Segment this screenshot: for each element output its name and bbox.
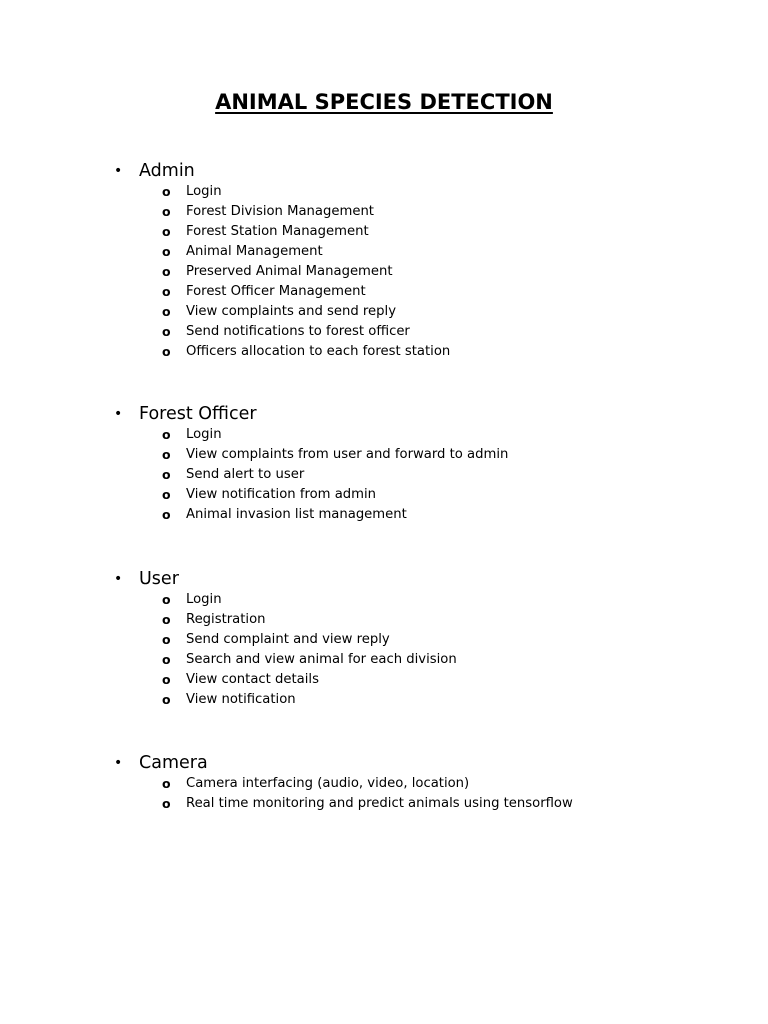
list-item-label: View complaints from user and forward to admin — [186, 447, 509, 462]
list-item-label: Officers allocation to each forest station — [186, 344, 451, 359]
list-item — [0, 182, 768, 202]
sub-bullet-icon: o — [162, 184, 171, 199]
list-item — [0, 794, 768, 814]
section-header — [0, 403, 768, 425]
section-label-admin: Admin — [139, 161, 195, 181]
sub-bullet-icon: o — [162, 612, 171, 627]
list-item — [0, 630, 768, 650]
list-item — [0, 610, 768, 630]
section-admin — [0, 160, 768, 362]
section-label-camera: Camera — [139, 753, 208, 773]
admin-item-list — [0, 182, 768, 362]
list-item-label: View complaints and send reply — [186, 304, 397, 319]
sub-bullet-icon: o — [162, 204, 171, 219]
section-header — [0, 160, 768, 182]
section-label-forest-officer: Forest Officer — [139, 404, 257, 424]
list-item-label: View notification from admin — [186, 487, 377, 502]
sub-bullet-icon: o — [162, 592, 171, 607]
sub-bullet-icon: o — [162, 264, 171, 279]
sub-bullet-icon: o — [162, 344, 171, 359]
list-item — [0, 690, 768, 710]
list-item-label: Send alert to user — [186, 467, 305, 482]
sub-bullet-icon: o — [162, 427, 171, 442]
list-item — [0, 302, 768, 322]
sub-bullet-icon: o — [162, 244, 171, 259]
list-item-label: View notification — [186, 692, 296, 707]
section-label-user: User — [139, 569, 179, 589]
sub-bullet-icon: o — [162, 507, 171, 522]
sub-bullet-icon: o — [162, 632, 171, 647]
sub-bullet-icon: o — [162, 447, 171, 462]
list-item-label: View contact details — [186, 672, 319, 687]
list-item — [0, 445, 768, 465]
list-item-label: Login — [186, 184, 222, 199]
list-item — [0, 222, 768, 242]
section-header — [0, 752, 768, 774]
sub-bullet-icon: o — [162, 672, 171, 687]
bullet-icon: • — [114, 406, 123, 422]
section-forest-officer — [0, 403, 768, 525]
list-item — [0, 202, 768, 222]
list-item — [0, 342, 768, 362]
list-item — [0, 505, 768, 525]
sub-bullet-icon: o — [162, 776, 171, 791]
list-item-label: Login — [186, 427, 222, 442]
forest-officer-item-list — [0, 425, 768, 525]
sub-bullet-icon: o — [162, 324, 171, 339]
list-item-label: Search and view animal for each division — [186, 652, 457, 667]
list-item — [0, 242, 768, 262]
list-item-label: Send complaint and view reply — [186, 632, 390, 647]
bullet-icon: • — [114, 755, 123, 771]
list-item-label: Registration — [186, 612, 266, 627]
document-title: ANIMAL SPECIES DETECTION — [215, 90, 553, 114]
list-item-label: Real time monitoring and predict animals using tensorflow — [186, 796, 573, 811]
list-item-label: Animal Management — [186, 244, 323, 259]
bullet-icon: • — [114, 163, 123, 179]
list-item — [0, 650, 768, 670]
list-item — [0, 465, 768, 485]
sub-bullet-icon: o — [162, 692, 171, 707]
list-item — [0, 322, 768, 342]
list-item-label: Forest Officer Management — [186, 284, 366, 299]
list-item-label: Forest Station Management — [186, 224, 369, 239]
list-item — [0, 485, 768, 505]
sub-bullet-icon: o — [162, 487, 171, 502]
list-item — [0, 282, 768, 302]
sub-bullet-icon: o — [162, 652, 171, 667]
list-item-label: Send notifications to forest officer — [186, 324, 410, 339]
sub-bullet-icon: o — [162, 224, 171, 239]
bullet-icon: • — [114, 571, 123, 587]
list-item-label: Login — [186, 592, 222, 607]
list-item-label: Camera interfacing (audio, video, location) — [186, 776, 470, 791]
list-item — [0, 590, 768, 610]
list-item-label: Preserved Animal Management — [186, 264, 393, 279]
section-user — [0, 568, 768, 710]
user-item-list — [0, 590, 768, 710]
list-item — [0, 425, 768, 445]
sub-bullet-icon: o — [162, 284, 171, 299]
list-item — [0, 670, 768, 690]
sub-bullet-icon: o — [162, 796, 171, 811]
section-header — [0, 568, 768, 590]
list-item — [0, 774, 768, 794]
sub-bullet-icon: o — [162, 467, 171, 482]
list-item-label: Forest Division Management — [186, 204, 374, 219]
list-item-label: Animal invasion list management — [186, 507, 407, 522]
camera-item-list — [0, 774, 768, 814]
section-camera — [0, 752, 768, 814]
sub-bullet-icon: o — [162, 304, 171, 319]
list-item — [0, 262, 768, 282]
